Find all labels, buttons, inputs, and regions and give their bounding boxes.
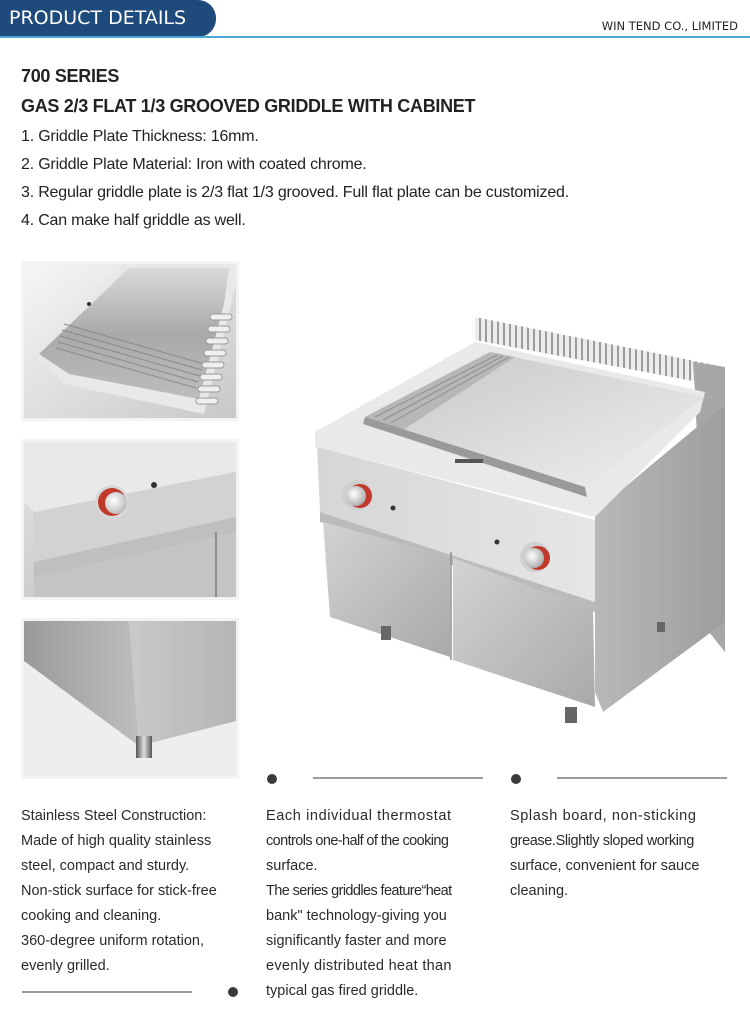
bullet-dot-icon [267, 774, 277, 784]
feature-column-construction [21, 804, 246, 979]
feature-line: Each individual thermostat [266, 808, 452, 824]
bullet-dot-icon [511, 774, 521, 784]
feature-column-splash-board [510, 804, 735, 904]
feature-line: The series griddles feature“heat [266, 883, 452, 899]
header-divider [0, 36, 750, 38]
bullet-dot-icon [228, 987, 238, 997]
feature-line: steel, compact and sturdy. [21, 858, 190, 874]
feature-line: typical gas fired griddle. [266, 983, 419, 999]
feature-line: controls one-half of the cooking [266, 833, 449, 849]
spec-item: 2. Griddle Plate Material: Iron with coated chrome. [21, 156, 367, 173]
page-header [0, 0, 750, 40]
divider-line [557, 777, 727, 779]
product-title: GAS 2/3 FLAT 1/3 GROOVED GRIDDLE WITH CABINET [21, 96, 476, 116]
thumbnail-cabinet-leg [21, 618, 239, 779]
spec-list [21, 126, 569, 238]
feature-line: 360-degree uniform rotation, [21, 933, 204, 949]
feature-line: Made of high quality stainless [21, 833, 212, 849]
feature-column-thermostat [266, 804, 491, 1004]
divider-line [313, 777, 483, 779]
griddle-with-cabinet-image [305, 312, 730, 727]
company-name: WIN TEND CO., LIMITED [601, 19, 738, 33]
feature-line: evenly grilled. [21, 958, 110, 974]
feature-line: surface. [266, 858, 318, 874]
thumbnail-control-knob [21, 439, 239, 600]
feature-line: bank" technology-giving you [266, 908, 447, 924]
thumbnail-griddle-plate [21, 261, 239, 421]
feature-line: significantly faster and more [266, 933, 447, 949]
feature-line: grease.Slightly sloped working [510, 833, 694, 849]
feature-line: cooking and cleaning. [21, 908, 162, 924]
feature-line: evenly distributed heat than [266, 958, 452, 974]
control-knob-image [24, 442, 236, 597]
feature-line: Splash board, non-sticking [510, 808, 697, 824]
divider-line [22, 991, 192, 993]
spec-item: 3. Regular griddle plate is 2/3 flat 1/3 grooved. Full flat plate can be customized. [21, 184, 569, 201]
section-title-tab: PRODUCT DETAILS [0, 0, 216, 37]
main-product-image [305, 312, 730, 727]
spec-item: 4. Can make half griddle as well. [21, 212, 246, 229]
feature-line: Stainless Steel Construction: [21, 808, 207, 824]
feature-line: cleaning. [510, 883, 569, 899]
feature-line: Non-stick surface for stick-free [21, 883, 217, 899]
spec-item: 1. Griddle Plate Thickness: 16mm. [21, 128, 259, 145]
product-series: 700 SERIES [21, 66, 120, 86]
cabinet-leg-image [24, 621, 236, 776]
griddle-plate-image [24, 264, 236, 418]
feature-line: surface, convenient for sauce [510, 858, 700, 874]
